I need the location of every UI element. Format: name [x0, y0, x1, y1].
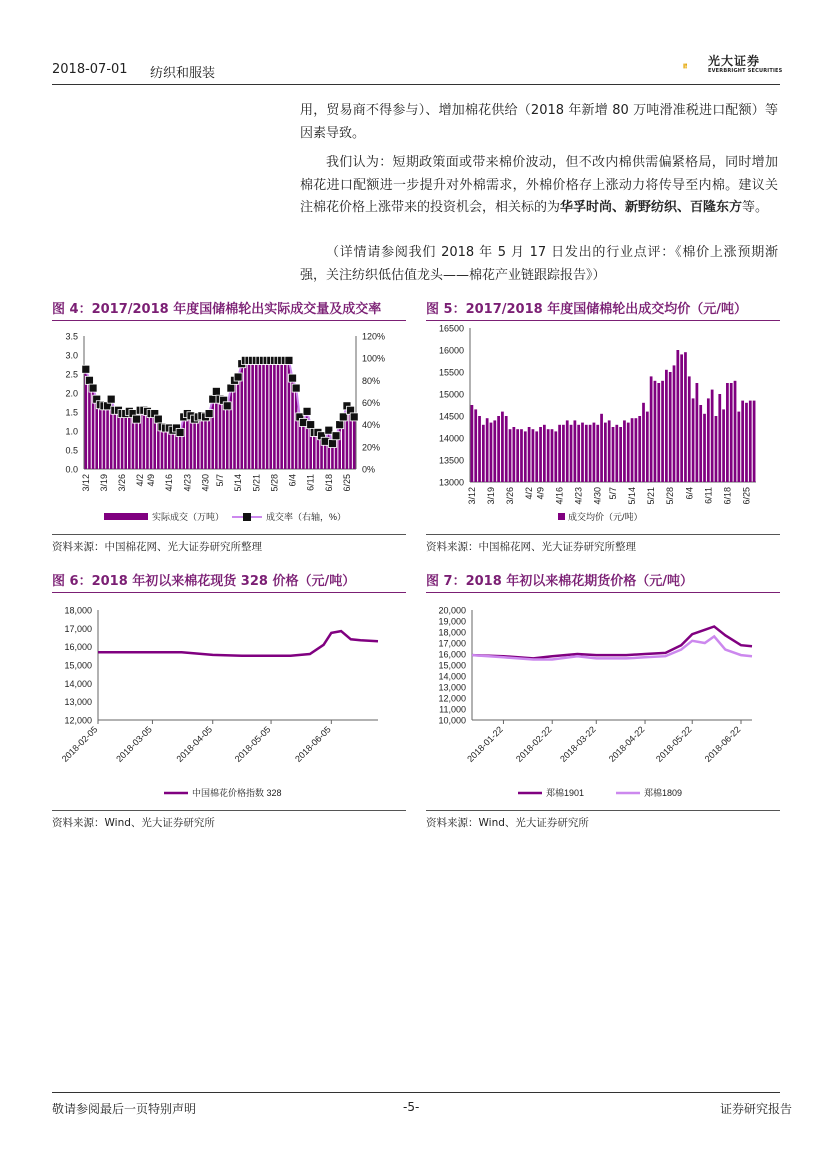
- bar: [665, 370, 668, 482]
- paragraph-3: （详情请参阅我们 2018 年 5 月 17 日发出的行业点评：《棉价上涨预期渐强，关注纺织低估值龙头——棉花产业链跟踪报告》）: [300, 245, 778, 283]
- legend-bar-swatch: [558, 513, 565, 520]
- logo-name: 光大证券: [708, 54, 761, 68]
- rate-marker: [154, 415, 162, 423]
- x-tick-label: 5/14: [233, 474, 244, 492]
- y-tick-label: 13500: [438, 455, 464, 466]
- bar: [596, 425, 599, 482]
- x-tick-label: 4/9: [535, 487, 546, 500]
- x-tick-label: 4/30: [200, 474, 211, 492]
- legend-label: 中国棉花价格指数 328: [192, 788, 282, 798]
- bar: [262, 357, 265, 469]
- bar: [230, 385, 233, 469]
- bar: [516, 429, 519, 482]
- bar: [696, 383, 699, 482]
- bar: [114, 408, 117, 469]
- series-line: [472, 627, 752, 659]
- bar: [646, 412, 649, 482]
- x-tick-label: 4/16: [554, 487, 565, 505]
- rate-marker: [107, 395, 115, 403]
- bar: [135, 418, 138, 469]
- x-tick-label: 5/21: [251, 474, 262, 492]
- bar: [654, 381, 657, 482]
- legend-bar-swatch: [104, 513, 148, 520]
- rate-marker: [89, 384, 97, 392]
- footer-divider: [52, 1092, 780, 1093]
- legend-line-marker: [243, 513, 251, 521]
- bar: [715, 416, 718, 482]
- paragraph-2-end: 等。: [742, 200, 769, 215]
- bar: [608, 420, 611, 482]
- y-tick-label: 18,000: [64, 605, 92, 616]
- y-tick-label: 16500: [438, 323, 464, 334]
- y-tick-label: 2.5: [65, 369, 78, 380]
- bar: [635, 418, 638, 482]
- x-tick-label: 3/26: [505, 487, 516, 505]
- fig4-title: 图 4：2017/2018 年度国储棉轮出实际成交量及成交率: [52, 302, 382, 317]
- y-tick-label: 19,000: [438, 616, 466, 627]
- fig6-source: 资料来源：Wind、光大证券研究所: [52, 817, 215, 829]
- y-tick-label: 15500: [438, 367, 464, 378]
- bar: [280, 357, 283, 469]
- rate-marker: [176, 428, 184, 436]
- bar: [99, 403, 102, 470]
- y-tick-label: 14500: [438, 411, 464, 422]
- y-tick-label: 3.0: [65, 350, 78, 361]
- fig7-chart: [426, 598, 780, 808]
- bar: [512, 427, 515, 482]
- bar: [219, 397, 222, 469]
- rate-marker: [285, 356, 293, 364]
- bar: [204, 416, 207, 469]
- rate-marker: [332, 432, 340, 440]
- rate-marker: [336, 421, 344, 429]
- bar: [699, 405, 702, 482]
- x-tick-label: 4/30: [592, 487, 603, 505]
- x-tick-label: 4/23: [573, 487, 584, 505]
- footer-disclaimer: 敬请参阅最后一页特别声明: [52, 1102, 197, 1116]
- x-tick-label: 6/4: [684, 487, 695, 500]
- bar: [226, 404, 229, 469]
- rate-marker: [321, 437, 329, 445]
- bar: [615, 425, 618, 482]
- bar: [642, 403, 645, 482]
- y-tick-label: 20,000: [438, 605, 466, 616]
- y-right-tick-label: 80%: [362, 375, 381, 386]
- bar: [711, 390, 714, 482]
- bar: [703, 414, 706, 482]
- bar: [277, 357, 280, 469]
- bar: [284, 357, 287, 469]
- bar: [128, 410, 131, 469]
- legend-bar-label: 实际成交（万吨）: [152, 512, 225, 522]
- bar: [528, 427, 531, 482]
- fig6-chart: [52, 598, 406, 808]
- bar: [244, 357, 247, 469]
- recommended-stocks: 华孚时尚、新野纺织、百隆东方: [560, 200, 743, 215]
- bar: [650, 376, 653, 482]
- bar: [493, 420, 496, 482]
- x-tick-label: 3/19: [98, 474, 109, 492]
- bar: [570, 425, 573, 482]
- x-tick-label: 6/25: [741, 487, 752, 505]
- x-tick-label: 2018-04-22: [606, 724, 647, 764]
- x-tick-label: 5/14: [627, 487, 638, 505]
- bar: [259, 357, 262, 469]
- bar: [589, 425, 592, 482]
- bar: [121, 412, 124, 469]
- x-tick-label: 2018-03-05: [114, 724, 154, 764]
- bar: [718, 394, 721, 482]
- bar: [509, 429, 512, 482]
- x-tick-label: 2018-05-22: [654, 724, 694, 764]
- fig4-title-rule: [52, 320, 406, 321]
- y-right-tick-label: 120%: [362, 331, 386, 342]
- x-tick-label: 2018-06-22: [702, 724, 743, 764]
- paragraph-2: [300, 152, 778, 220]
- bar: [150, 412, 153, 469]
- fig7-source: 资料来源：Wind、光大证券研究所: [426, 817, 589, 829]
- bar: [266, 357, 269, 469]
- bar: [631, 418, 634, 482]
- logo-english: EVERBRIGHT SECURITIES: [708, 68, 783, 74]
- x-tick-label: 2018-04-05: [174, 724, 215, 764]
- rate-marker: [82, 365, 90, 373]
- rate-marker: [205, 410, 213, 418]
- paragraph-2-text: 我们认为：短期政策面或带来棉价波动，但不改内棉供需偏紧格局，同时增加棉花进口配额进一步提升对外棉需求，外棉价格存上涨动力将传导至内棉。建议关注棉花价格上涨带来的投资机会，相关标的为: [300, 155, 778, 215]
- y-right-tick-label: 60%: [362, 398, 381, 408]
- bar: [505, 416, 508, 482]
- y-tick-label: 14000: [438, 433, 464, 444]
- rate-marker: [289, 374, 297, 382]
- y-tick-label: 3.5: [65, 331, 78, 342]
- y-tick-label: 14,000: [64, 678, 92, 689]
- x-tick-label: 5/28: [665, 487, 676, 505]
- bar: [273, 357, 276, 469]
- bar: [497, 416, 500, 482]
- bar: [688, 376, 691, 482]
- bar: [237, 374, 240, 469]
- y-tick-label: 13,000: [438, 682, 466, 693]
- y-tick-label: 12,000: [438, 693, 466, 704]
- bar: [737, 412, 740, 482]
- y-tick-label: 11,000: [439, 704, 466, 715]
- bar: [255, 357, 258, 469]
- bar: [673, 365, 676, 482]
- x-tick-label: 2018-01-22: [465, 724, 505, 764]
- fig5-title-rule: [426, 320, 780, 321]
- rate-marker: [209, 395, 217, 403]
- fig4-chart: [52, 322, 406, 532]
- legend-label: 郑棉1809: [644, 788, 683, 798]
- legend-label: 郑棉1901: [546, 788, 585, 798]
- bar: [562, 425, 565, 482]
- bar: [585, 425, 588, 482]
- bar: [692, 398, 695, 482]
- page-number: -5-: [403, 1100, 420, 1114]
- bar: [172, 429, 175, 469]
- fig6-source-rule: [52, 810, 406, 811]
- y-tick-label: 15000: [438, 389, 464, 400]
- bar: [471, 405, 474, 482]
- bar: [211, 397, 214, 469]
- x-tick-label: 2018-06-05: [293, 724, 333, 764]
- bar: [753, 401, 756, 482]
- bar: [482, 425, 485, 482]
- bar: [532, 429, 535, 482]
- rate-marker: [303, 407, 311, 415]
- y-tick-label: 10,000: [438, 715, 466, 726]
- rate-marker: [350, 413, 358, 421]
- header-divider: [52, 84, 780, 85]
- bar: [684, 352, 687, 482]
- x-tick-label: 3/26: [117, 474, 128, 492]
- x-tick-label: 4/2: [524, 487, 535, 500]
- y-right-tick-label: 40%: [362, 420, 381, 431]
- bar: [501, 412, 504, 482]
- y-right-tick-label: 100%: [362, 353, 386, 364]
- x-tick-label: 4/9: [146, 474, 157, 487]
- x-tick-label: 6/11: [703, 487, 714, 504]
- bar: [600, 414, 603, 482]
- bar: [193, 418, 196, 469]
- paragraph-1: 用，贸易商不得参与）、增加棉花供给（2018 年新增 80 万吨滑准税进口配额）等因素导致。: [300, 103, 778, 141]
- rate-marker: [328, 440, 336, 448]
- y-tick-label: 1.0: [65, 426, 78, 437]
- bar: [612, 427, 615, 482]
- y-right-tick-label: 20%: [362, 442, 381, 453]
- x-tick-label: 5/7: [608, 487, 618, 500]
- fig4-source-rule: [52, 534, 406, 535]
- bar: [623, 420, 626, 482]
- bar: [741, 401, 744, 482]
- bar: [543, 425, 546, 482]
- legend-bar-label: 成交均价（元/吨）: [568, 512, 643, 522]
- y-tick-label: 15,000: [64, 660, 92, 671]
- bar: [478, 416, 481, 482]
- bar: [680, 354, 683, 482]
- bar: [726, 383, 729, 482]
- y-tick-label: 14,000: [438, 671, 466, 682]
- bar: [669, 372, 672, 482]
- bar: [302, 422, 305, 470]
- fig4-source: 资料来源：中国棉花网、光大证券研究所整理: [52, 541, 262, 553]
- rate-marker: [307, 421, 315, 429]
- series-line: [98, 631, 378, 656]
- fig5-chart: [426, 322, 780, 532]
- footer-report-type: 证券研究报告: [720, 1102, 793, 1116]
- rate-marker: [339, 413, 347, 421]
- bar: [554, 431, 557, 482]
- bar: [251, 357, 254, 469]
- bar: [164, 427, 167, 469]
- fig6-title-rule: [52, 592, 406, 593]
- bar: [201, 414, 204, 469]
- x-tick-label: 2018-02-22: [514, 724, 554, 764]
- bar: [749, 401, 752, 482]
- x-tick-label: 4/16: [164, 474, 175, 492]
- rate-marker: [234, 373, 242, 381]
- bar: [524, 431, 527, 482]
- rate-marker: [85, 376, 93, 384]
- bar: [707, 398, 710, 482]
- x-tick-label: 2018-05-05: [232, 724, 273, 764]
- bar: [106, 404, 109, 469]
- x-tick-label: 2018-02-05: [59, 724, 100, 764]
- rate-marker: [227, 384, 235, 392]
- bar: [269, 357, 272, 469]
- fig5-source: 资料来源：中国棉花网、光大证券研究所整理: [426, 541, 636, 553]
- bar: [730, 383, 733, 482]
- fig7-source-rule: [426, 810, 780, 811]
- y-tick-label: 0.0: [65, 464, 78, 475]
- x-tick-label: 6/25: [341, 474, 352, 492]
- bar: [661, 381, 664, 482]
- x-tick-label: 3/19: [485, 487, 496, 505]
- fig7-title: 图 7：2018 年初以来棉花期货价格（元/吨）: [426, 574, 694, 589]
- bar: [577, 425, 580, 482]
- bar: [288, 357, 291, 469]
- bar: [566, 420, 569, 482]
- bar: [745, 403, 748, 482]
- bar: [638, 416, 641, 482]
- x-tick-label: 4/23: [182, 474, 193, 492]
- x-tick-label: 6/11: [305, 474, 316, 491]
- y-tick-label: 16,000: [64, 642, 92, 653]
- bar: [143, 408, 146, 469]
- y-tick-label: 12,000: [64, 715, 92, 726]
- bar: [573, 420, 576, 482]
- y-tick-label: 1.5: [65, 407, 78, 418]
- y-tick-label: 16,000: [438, 649, 466, 660]
- x-tick-label: 6/18: [722, 487, 733, 505]
- bar: [474, 409, 477, 482]
- bar: [535, 431, 538, 482]
- y-tick-label: 15,000: [438, 660, 466, 671]
- x-tick-label: 3/12: [80, 474, 91, 492]
- bar: [146, 410, 149, 469]
- y-tick-label: 13000: [438, 477, 464, 488]
- bar: [248, 357, 251, 469]
- bar: [676, 350, 679, 482]
- x-tick-label: 5/7: [215, 474, 225, 487]
- rate-marker: [212, 387, 220, 395]
- rate-marker: [299, 418, 307, 426]
- y-tick-label: 0.5: [65, 445, 78, 456]
- bar: [657, 383, 660, 482]
- header-sector: 纺织和服装: [150, 66, 216, 81]
- bar: [593, 423, 596, 482]
- bar: [627, 423, 630, 482]
- y-tick-label: 2.0: [65, 388, 78, 399]
- y-right-tick-label: 0%: [362, 464, 376, 475]
- bar: [722, 409, 725, 482]
- x-tick-label: 6/4: [287, 474, 298, 487]
- x-tick-label: 6/18: [323, 474, 334, 492]
- legend-line-label: 成交率（右轴，%）: [266, 512, 347, 522]
- y-tick-label: 17,000: [64, 623, 92, 634]
- x-tick-label: 4/2: [135, 474, 146, 487]
- rate-marker: [223, 402, 231, 410]
- bar: [520, 429, 523, 482]
- company-logo-icon: [683, 53, 705, 79]
- bar: [581, 423, 584, 482]
- y-tick-label: 18,000: [438, 627, 466, 638]
- y-tick-label: 17,000: [438, 638, 466, 649]
- rate-marker: [292, 384, 300, 392]
- bar: [547, 429, 550, 482]
- bar: [619, 427, 622, 482]
- bar: [353, 416, 356, 469]
- bar: [124, 412, 127, 469]
- x-tick-label: 3/12: [466, 487, 477, 505]
- fig6-title: 图 6：2018 年初以来棉花现货 328 价格（元/吨）: [52, 574, 356, 589]
- x-tick-label: 5/21: [646, 487, 657, 505]
- rate-marker: [133, 415, 141, 423]
- header-date: 2018-07-01: [52, 62, 128, 77]
- bar: [490, 423, 493, 482]
- fig7-title-rule: [426, 592, 780, 593]
- y-tick-label: 13,000: [64, 697, 92, 708]
- fig5-source-rule: [426, 534, 780, 535]
- bar: [558, 425, 561, 482]
- bar: [197, 416, 200, 469]
- bar: [604, 423, 607, 482]
- bar: [734, 381, 737, 482]
- x-tick-label: 5/28: [269, 474, 280, 492]
- bar: [551, 429, 554, 482]
- fig5-title: 图 5：2017/2018 年度国储棉轮出成交均价（元/吨）: [426, 302, 747, 317]
- x-tick-label: 2018-03-22: [558, 724, 598, 764]
- y-tick-label: 16000: [438, 345, 464, 356]
- bar: [103, 404, 106, 469]
- bar: [486, 418, 489, 482]
- bar: [539, 427, 542, 482]
- rate-marker: [325, 426, 333, 434]
